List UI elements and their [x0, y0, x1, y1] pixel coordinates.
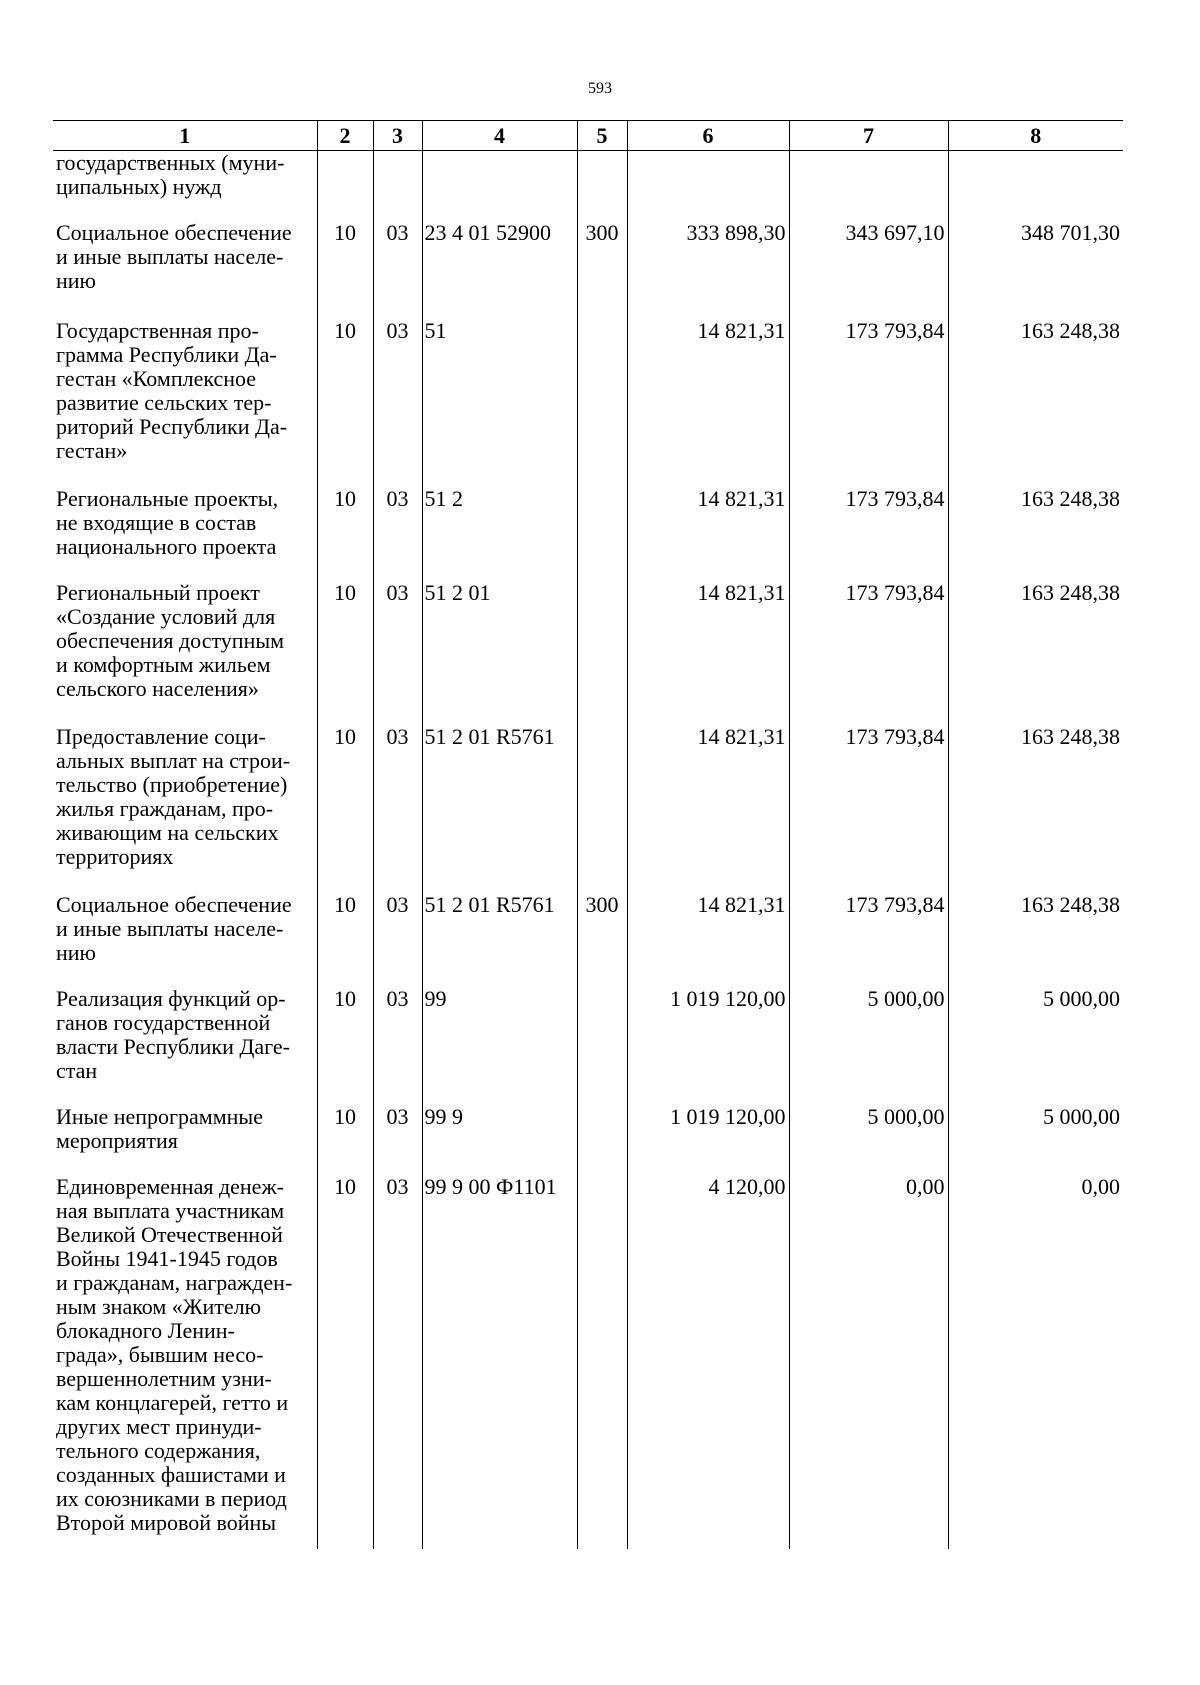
tail-cell — [422, 1535, 577, 1549]
header-col-1: 1 — [53, 121, 317, 151]
row-cell-col-2: 10 — [317, 221, 373, 293]
spacer-cell — [422, 701, 577, 725]
spacer-cell — [577, 965, 627, 987]
spacer-cell — [317, 869, 373, 893]
header-row — [53, 121, 1123, 151]
header-col-5: 5 — [577, 121, 627, 151]
row-cell-col-3: 03 — [373, 487, 422, 559]
spacer-cell — [948, 701, 1123, 725]
row-cell-col-6: 333 898,30 — [627, 221, 789, 293]
spacer-cell — [948, 463, 1123, 487]
row-cell-col-7: 173 793,84 — [789, 487, 948, 559]
row-cell-col-5 — [577, 1105, 627, 1153]
spacer-cell — [627, 559, 789, 581]
spacer-cell — [422, 293, 577, 319]
spacer-cell — [373, 293, 422, 319]
spacer-cell — [627, 293, 789, 319]
row-name-cell: Социальное обеспечение и иные выплаты населе- нию — [56, 892, 292, 965]
spacer-cell — [317, 559, 373, 581]
spacer-cell — [627, 463, 789, 487]
row-cell-col-7: 343 697,10 — [789, 221, 948, 293]
row-cell-col-3: 03 — [373, 725, 422, 869]
row-cell-col-4: 99 — [422, 987, 577, 1083]
spacer-cell — [317, 293, 373, 319]
spacer-cell — [422, 463, 577, 487]
spacer-cell — [948, 1083, 1123, 1105]
row-cell-col-7 — [789, 151, 948, 200]
row-cell-col-4: 51 2 01 R5761 — [422, 725, 577, 869]
row-cell-col-8: 163 248,38 — [948, 319, 1123, 463]
spacer-cell — [422, 965, 577, 987]
row-name-cell: государственных (муни- ципальных) нужд — [56, 150, 285, 199]
header-col-6: 6 — [627, 121, 789, 151]
row-cell-col-5 — [577, 319, 627, 463]
spacer-cell — [789, 1153, 948, 1175]
header-col-8: 8 — [948, 121, 1123, 151]
row-cell-col-6: 1 019 120,00 — [627, 987, 789, 1083]
table-row — [53, 151, 1123, 200]
spacer-cell — [373, 199, 422, 221]
row-name-cell: Единовременная денеж- ная выплата участникам Великой Отечественной Войны 1941-1945 годов и гражданам, награжден- ным знаком «Жителю блокадного Ленин- града», бывшим несо- вершеннолетним узни- кам концлагерей, гетто и других мест принуди- тельного содержания, созданных фашистами и их союзниками в период Второй мировой войны — [56, 1174, 293, 1535]
row-cell-col-8: 163 248,38 — [948, 581, 1123, 701]
row-cell-col-6: 14 821,31 — [627, 725, 789, 869]
row-cell-col-6: 14 821,31 — [627, 581, 789, 701]
row-cell-col-7: 5 000,00 — [789, 987, 948, 1083]
row-cell-col-7: 173 793,84 — [789, 725, 948, 869]
table-body — [53, 151, 1123, 1550]
row-cell-col-8: 348 701,30 — [948, 221, 1123, 293]
row-cell-col-2: 10 — [317, 1175, 373, 1535]
spacer-cell — [422, 869, 577, 893]
spacer-cell — [422, 559, 577, 581]
row-cell-col-5 — [577, 987, 627, 1083]
row-cell-col-3: 03 — [373, 221, 422, 293]
row-spacer — [53, 1153, 1123, 1175]
row-name-cell: Социальное обеспечение и иные выплаты населе- нию — [56, 220, 292, 293]
spacer-cell — [948, 293, 1123, 319]
spacer-cell — [53, 293, 317, 319]
row-spacer — [53, 559, 1123, 581]
row-cell-col-3: 03 — [373, 987, 422, 1083]
row-spacer — [53, 293, 1123, 319]
spacer-cell — [789, 463, 948, 487]
spacer-cell — [627, 199, 789, 221]
table-row — [53, 581, 1123, 701]
table-row — [53, 221, 1123, 293]
row-cell-col-3 — [373, 151, 422, 200]
spacer-cell — [53, 965, 317, 987]
spacer-cell — [789, 869, 948, 893]
row-cell-col-3: 03 — [373, 893, 422, 965]
table-row — [53, 893, 1123, 965]
spacer-cell — [627, 701, 789, 725]
spacer-cell — [948, 559, 1123, 581]
tail-cell — [317, 1535, 373, 1549]
row-cell-col-5 — [577, 1175, 627, 1535]
row-spacer — [53, 701, 1123, 725]
tail-cell — [53, 1535, 317, 1549]
spacer-cell — [53, 1083, 317, 1105]
row-cell-col-3: 03 — [373, 1175, 422, 1535]
spacer-cell — [53, 1153, 317, 1175]
row-cell-col-2: 10 — [317, 319, 373, 463]
tail-cell — [789, 1535, 948, 1549]
row-spacer — [53, 1083, 1123, 1105]
spacer-cell — [577, 1153, 627, 1175]
row-cell-col-6: 14 821,31 — [627, 893, 789, 965]
row-name-cell: Региональные проекты, не входящие в состав национального проекта — [56, 486, 279, 559]
header-col-4: 4 — [422, 121, 577, 151]
row-cell-col-8: 163 248,38 — [948, 487, 1123, 559]
spacer-cell — [373, 463, 422, 487]
row-cell-col-4: 51 — [422, 319, 577, 463]
spacer-cell — [317, 1153, 373, 1175]
row-name-cell: Региональный проект «Создание условий для обеспечения доступным и комфортным жильем сельского населения» — [56, 580, 285, 701]
spacer-cell — [373, 869, 422, 893]
budget-table — [53, 120, 1123, 1549]
spacer-cell — [317, 1083, 373, 1105]
row-cell-col-6: 1 019 120,00 — [627, 1105, 789, 1153]
row-cell-col-2: 10 — [317, 581, 373, 701]
row-cell-col-6: 4 120,00 — [627, 1175, 789, 1535]
row-cell-col-5 — [577, 725, 627, 869]
page-number: 593 — [588, 80, 612, 97]
row-cell-col-7: 0,00 — [789, 1175, 948, 1535]
row-name-cell: Иные непрограммные мероприятия — [56, 1104, 263, 1153]
spacer-cell — [948, 199, 1123, 221]
row-cell-col-8: 5 000,00 — [948, 987, 1123, 1083]
row-cell-col-2: 10 — [317, 487, 373, 559]
spacer-cell — [53, 701, 317, 725]
row-cell-col-8: 0,00 — [948, 1175, 1123, 1535]
budget-table-container — [53, 120, 1123, 1549]
row-spacer — [53, 965, 1123, 987]
spacer-cell — [373, 559, 422, 581]
spacer-cell — [317, 965, 373, 987]
row-spacer — [53, 463, 1123, 487]
row-spacer — [53, 199, 1123, 221]
row-cell-col-5 — [577, 487, 627, 559]
row-cell-col-2: 10 — [317, 987, 373, 1083]
row-cell-col-7: 5 000,00 — [789, 1105, 948, 1153]
header-col-2: 2 — [317, 121, 373, 151]
row-cell-col-2 — [317, 151, 373, 200]
row-cell-col-4: 51 2 01 — [422, 581, 577, 701]
tail-cell — [577, 1535, 627, 1549]
row-spacer — [53, 869, 1123, 893]
row-cell-col-4: 99 9 — [422, 1105, 577, 1153]
row-cell-col-3: 03 — [373, 319, 422, 463]
row-cell-col-7: 173 793,84 — [789, 319, 948, 463]
tail-cell — [627, 1535, 789, 1549]
table-tail-row — [53, 1535, 1123, 1549]
spacer-cell — [948, 965, 1123, 987]
spacer-cell — [373, 1153, 422, 1175]
row-cell-col-4: 51 2 — [422, 487, 577, 559]
table-row — [53, 987, 1123, 1083]
spacer-cell — [317, 701, 373, 725]
spacer-cell — [789, 1083, 948, 1105]
row-cell-col-2: 10 — [317, 893, 373, 965]
row-cell-col-2: 10 — [317, 1105, 373, 1153]
spacer-cell — [422, 1153, 577, 1175]
row-cell-col-4: 99 9 00 Ф1101 — [422, 1175, 577, 1535]
row-cell-col-8: 163 248,38 — [948, 725, 1123, 869]
spacer-cell — [627, 1153, 789, 1175]
row-cell-col-4 — [422, 151, 577, 200]
spacer-cell — [627, 869, 789, 893]
row-cell-col-4: 51 2 01 R5761 — [422, 893, 577, 965]
row-cell-col-8: 5 000,00 — [948, 1105, 1123, 1153]
row-name-cell: Государственная про- грамма Республики Да- гестан «Комплексное развитие сельских тер- риторий Республики Да- гестан» — [56, 318, 288, 463]
row-cell-col-5 — [577, 581, 627, 701]
header-col-3: 3 — [373, 121, 422, 151]
table-row — [53, 1105, 1123, 1153]
spacer-cell — [577, 701, 627, 725]
spacer-cell — [627, 965, 789, 987]
spacer-cell — [53, 199, 317, 221]
spacer-cell — [948, 1153, 1123, 1175]
spacer-cell — [317, 463, 373, 487]
spacer-cell — [577, 199, 627, 221]
spacer-cell — [422, 1083, 577, 1105]
header-col-7: 7 — [789, 121, 948, 151]
table-row — [53, 319, 1123, 463]
spacer-cell — [53, 559, 317, 581]
row-cell-col-2: 10 — [317, 725, 373, 869]
row-cell-col-6 — [627, 151, 789, 200]
spacer-cell — [789, 199, 948, 221]
spacer-cell — [577, 869, 627, 893]
row-cell-col-7: 173 793,84 — [789, 893, 948, 965]
table-row — [53, 725, 1123, 869]
row-name-cell: Предоставление соци- альных выплат на строи- тельство (приобретение) жилья гражданам, про- живающим на сельских территориях — [56, 724, 291, 869]
row-cell-col-8 — [948, 151, 1123, 200]
spacer-cell — [577, 463, 627, 487]
spacer-cell — [577, 1083, 627, 1105]
spacer-cell — [373, 701, 422, 725]
spacer-cell — [373, 1083, 422, 1105]
row-cell-col-7: 173 793,84 — [789, 581, 948, 701]
spacer-cell — [948, 869, 1123, 893]
table-row — [53, 487, 1123, 559]
spacer-cell — [53, 463, 317, 487]
spacer-cell — [789, 965, 948, 987]
row-cell-col-5 — [577, 151, 627, 200]
spacer-cell — [627, 1083, 789, 1105]
row-cell-col-3: 03 — [373, 1105, 422, 1153]
spacer-cell — [373, 965, 422, 987]
spacer-cell — [53, 869, 317, 893]
tail-cell — [373, 1535, 422, 1549]
row-cell-col-6: 14 821,31 — [627, 487, 789, 559]
table-row — [53, 1175, 1123, 1535]
spacer-cell — [577, 559, 627, 581]
row-cell-col-8: 163 248,38 — [948, 893, 1123, 965]
row-cell-col-5: 300 — [577, 893, 627, 965]
row-cell-col-3: 03 — [373, 581, 422, 701]
spacer-cell — [317, 199, 373, 221]
row-cell-col-6: 14 821,31 — [627, 319, 789, 463]
spacer-cell — [422, 199, 577, 221]
spacer-cell — [789, 293, 948, 319]
spacer-cell — [789, 701, 948, 725]
row-cell-col-4: 23 4 01 52900 — [422, 221, 577, 293]
spacer-cell — [789, 559, 948, 581]
spacer-cell — [577, 293, 627, 319]
row-name-cell: Реализация функций ор- ганов государственной власти Республики Даге- стан — [56, 986, 290, 1083]
row-cell-col-5: 300 — [577, 221, 627, 293]
tail-cell — [948, 1535, 1123, 1549]
